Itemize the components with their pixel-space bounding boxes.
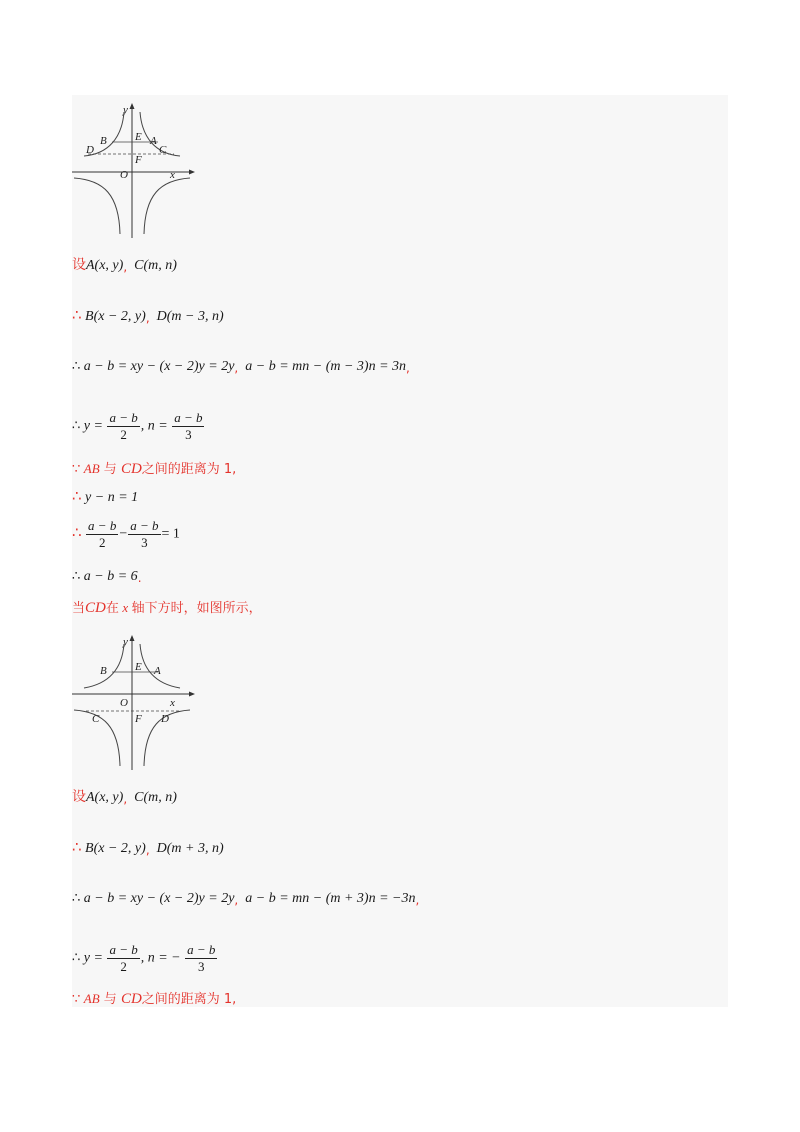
- fraction-denominator: 2: [120, 427, 127, 442]
- fig2-label-E: E: [135, 661, 142, 673]
- line-1: [72, 256, 177, 276]
- point-A: A(x, y): [86, 790, 124, 805]
- fig1-label-x: x: [170, 169, 175, 181]
- line-4: [72, 410, 205, 443]
- line-7: [72, 518, 180, 551]
- distance-text: 之间的距离为 1,: [141, 462, 237, 477]
- point-A: A(x, y): [86, 258, 124, 273]
- fraction-numerator: a − b: [109, 942, 138, 957]
- fig2-label-C: C: [92, 713, 100, 725]
- equation: y − n = 1: [85, 490, 139, 505]
- fig1-label-E: E: [135, 131, 142, 143]
- fig1-label-B: B: [100, 135, 107, 147]
- therefore-symbol: ∴: [72, 838, 82, 856]
- equation-right: a − b = mn − (m + 3)n = −3n: [245, 891, 416, 906]
- fraction-1: [107, 942, 139, 975]
- fraction-numerator: a − b: [130, 518, 159, 533]
- line-9: [72, 599, 262, 618]
- point-C: C(m, n): [134, 790, 177, 805]
- line-3: [72, 358, 410, 377]
- n-equals: , n =: [140, 418, 168, 434]
- point-C: C(m, n): [134, 258, 177, 273]
- y-equals: y =: [83, 418, 103, 434]
- she-label: 设: [72, 789, 86, 805]
- therefore-symbol: ∴: [72, 306, 82, 324]
- line-10: [72, 788, 177, 808]
- connector-text: 与: [99, 992, 121, 1007]
- because-symbol: ∵: [72, 992, 81, 1007]
- fraction-denominator: 2: [120, 959, 127, 974]
- line-14: [72, 990, 236, 1009]
- fraction-denominator: 3: [198, 959, 205, 974]
- comma: ,: [234, 893, 239, 907]
- therefore-symbol: ∴: [72, 569, 81, 584]
- segment-AB: AB: [83, 461, 100, 476]
- point-D: D(m + 3, n): [156, 841, 224, 856]
- equation-left: a − b = xy − (x − 2)y = 2y: [83, 359, 235, 374]
- therefore-symbol: ∴: [72, 950, 81, 966]
- equation-right: a − b = mn − (m − 3)n = 3n: [245, 359, 407, 374]
- line-11: [72, 838, 224, 859]
- line-13: [72, 942, 218, 975]
- segment-AB: AB: [83, 991, 100, 1006]
- below-axis-text: 轴下方时，如图所示，: [131, 601, 262, 616]
- fig2-label-D: D: [161, 713, 169, 725]
- minus-sign: −: [119, 526, 128, 542]
- comma: ,: [145, 311, 150, 325]
- fig2-label-B: B: [100, 665, 107, 677]
- because-symbol: ∵: [72, 462, 81, 477]
- equals-one: = 1: [161, 526, 180, 542]
- fraction-2: [185, 942, 217, 975]
- fig1-label-F: F: [135, 154, 142, 166]
- point-D: D(m − 3, n): [156, 309, 224, 324]
- comma: ,: [234, 361, 239, 375]
- fraction-denominator: 3: [141, 535, 148, 550]
- comma: ,: [415, 893, 420, 907]
- fraction-numerator: a − b: [174, 410, 203, 425]
- fraction-denominator: 3: [185, 427, 192, 442]
- fraction-2: [128, 518, 160, 551]
- line-5: [72, 460, 236, 479]
- fig1-label-D: D: [86, 144, 94, 156]
- x-axis-var: x: [122, 600, 129, 615]
- line-6: [72, 487, 138, 507]
- line-8: [72, 568, 142, 587]
- equation-left: a − b = xy − (x − 2)y = 2y: [83, 891, 235, 906]
- fig1-label-O: O: [120, 169, 128, 181]
- connector-text: 与: [99, 462, 121, 477]
- comma: ,: [123, 792, 128, 806]
- fig1-label-y: y: [123, 104, 128, 116]
- fraction-numerator: a − b: [187, 942, 216, 957]
- figure-1-hyperbola: [72, 100, 197, 240]
- therefore-symbol: ∴: [72, 359, 81, 374]
- comma: ,: [406, 361, 410, 375]
- fig2-label-y: y: [123, 636, 128, 648]
- segment-CD: CD: [120, 461, 142, 477]
- fraction-numerator: a − b: [109, 410, 138, 425]
- therefore-symbol: ∴: [72, 891, 81, 906]
- fig2-label-F: F: [135, 713, 142, 725]
- comma: ,: [123, 260, 128, 274]
- line-2: [72, 306, 224, 327]
- at-text: 在: [105, 601, 119, 616]
- point-B: B(x − 2, y): [85, 309, 146, 324]
- when-text: 当: [72, 601, 86, 616]
- fig1-label-A: A: [150, 135, 157, 147]
- therefore-symbol: ∴: [72, 418, 81, 434]
- point-B: B(x − 2, y): [85, 841, 146, 856]
- fig2-label-O: O: [120, 697, 128, 709]
- fraction-1: [86, 518, 118, 551]
- therefore-symbol: ∴: [72, 487, 82, 505]
- fraction-2: [172, 410, 204, 443]
- therefore-symbol: ∴: [72, 523, 82, 542]
- fraction-numerator: a − b: [88, 518, 117, 533]
- figure-2-hyperbola: [72, 632, 197, 772]
- equation: a − b = 6: [83, 569, 138, 584]
- fig1-label-C: C: [159, 144, 167, 156]
- period: .: [137, 571, 142, 585]
- fig2-label-A: A: [154, 665, 161, 677]
- she-label: 设: [72, 257, 86, 273]
- y-equals: y =: [83, 950, 103, 966]
- n-equals: , n = −: [140, 950, 181, 966]
- comma: ,: [145, 843, 150, 857]
- segment-CD: CD: [120, 991, 142, 1007]
- fig2-label-x: x: [170, 697, 175, 709]
- segment-CD: CD: [85, 600, 106, 616]
- fraction-denominator: 2: [98, 535, 106, 550]
- fraction-1: [107, 410, 139, 443]
- line-12: [72, 890, 419, 909]
- distance-text: 之间的距离为 1,: [141, 992, 237, 1007]
